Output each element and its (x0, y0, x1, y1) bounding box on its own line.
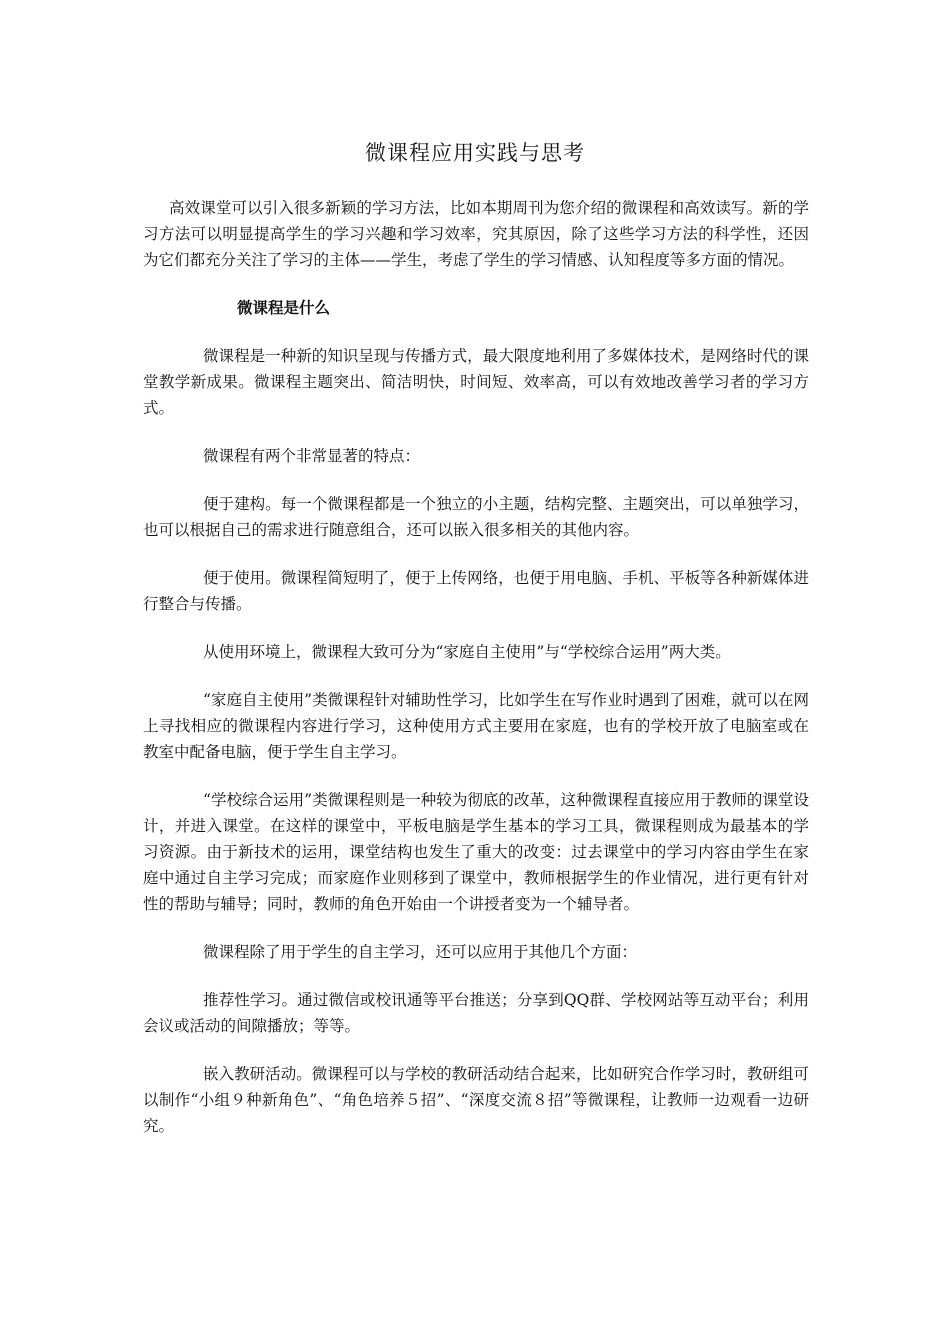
intro-paragraph: 高效课堂可以引入很多新颖的学习方法，比如本期周刊为您介绍的微课程和高效读写。新的学习方法可以明显提高学生的学习兴趣和学习效率，究其原因，除了这些学习方法的科学性，还因为它们都充分关注了学习的主体——学生，考虑了学生的学习情感、认知程度等多方面的情况。 (143, 199, 809, 269)
document-body (143, 195, 809, 1161)
body-paragraph-recommended-learning: 推荐性学习。通过微信或校讯通等平台推送；分享到QQ群、学校网站等互动平台；利用会议或活动的间隙播放；等等。 (143, 991, 809, 1035)
body-paragraph-definition: 微课程是一种新的知识呈现与传播方式，最大限度地利用了多媒体技术，是网络时代的课堂教学新成果。微课程主题突出、简洁明快，时间短、效率高，可以有效地改善学习者的学习方式。 (143, 347, 809, 417)
body-paragraph-features-intro: 微课程有两个非常显著的特点： (203, 447, 421, 465)
section-heading: 微课程是什么 (237, 298, 331, 317)
body-paragraph-home-use: “家庭自主使用”类微课程针对辅助性学习，比如学生在写作业时遇到了困难，就可以在网上寻找相应的微课程内容进行学习，这种使用方式主要用在家庭，也有的学校开放了电脑室或在教室中配备电脑，便于学生自主学习。 (143, 691, 809, 761)
body-paragraph-teaching-research: 嵌入教研活动。微课程可以与学校的教研活动结合起来，比如研究合作学习时，教研组可以制作“小组９种新角色”、“角色培养５招”、“深度交流８招”等微课程，让教师一边观看一边研究。 (143, 1065, 809, 1135)
body-paragraph-other-uses: 微课程除了用于学生的自主学习，还可以应用于其他几个方面： (203, 943, 638, 961)
body-paragraph-feature-construct: 便于建构。每一个微课程都是一个独立的小主题，结构完整、主题突出，可以单独学习，也可以根据自己的需求进行随意组合，还可以嵌入很多相关的其他内容。 (143, 495, 809, 539)
body-paragraph-feature-use: 便于使用。微课程简短明了，便于上传网络，也便于用电脑、手机、平板等各种新媒体进行整合与传播。 (143, 569, 809, 613)
document-title: 微课程应用实践与思考 (365, 141, 585, 165)
body-paragraph-school-use: “学校综合运用”类微课程则是一种较为彻底的改革，这种微课程直接应用于教师的课堂设计，并进入课堂。在这样的课堂中，平板电脑是学生基本的学习工具，微课程则成为最基本的学习资源。由于新技术的运用，课堂结构也发生了重大的改变：过去课堂中的学习内容由学生在家庭中通过自主学习完成；而家庭作业则移到了课堂中，教师根据学生的作业情况，进行更有针对性的帮助与辅导；同时，教师的角色开始由一个讲授者变为一个辅导者。 (143, 791, 809, 913)
body-paragraph-categories: 从使用环境上，微课程大致可分为“家庭自主使用”与“学校综合运用”两大类。 (203, 643, 731, 661)
